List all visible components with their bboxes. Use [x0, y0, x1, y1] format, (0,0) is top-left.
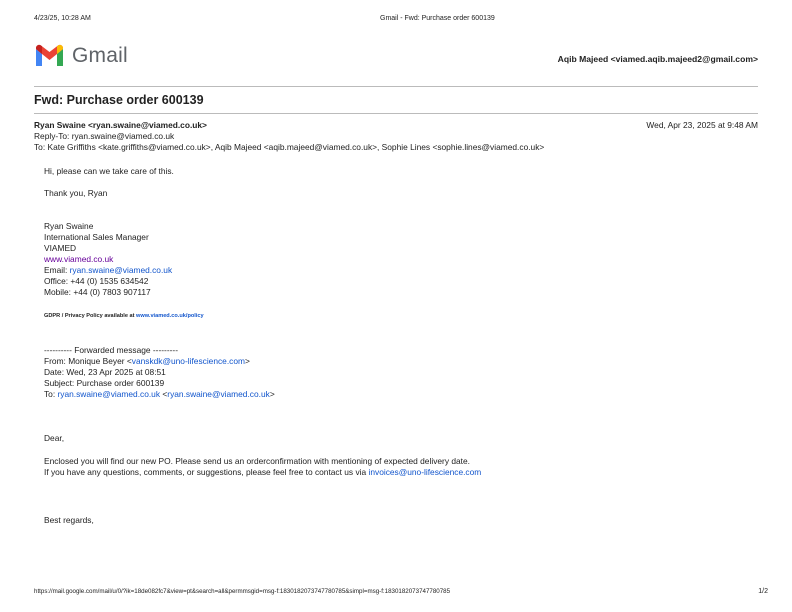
email-subject: Fwd: Purchase order 600139 — [34, 93, 204, 107]
gdpr-notice — [44, 313, 204, 319]
forwarded-paragraph-1: Enclosed you will find our new PO. Please send us an orderconfirmation with mentioning of expected delivery date. — [44, 456, 470, 466]
gmail-wordmark: Gmail — [72, 44, 128, 67]
message-recipients: To: Kate Griffiths <kate.griffiths@viamed.co.uk>, Aqib Majeed <aqib.majeed@viamed.co.uk>, Sophie Lines <sophie.lines@viamed.co.uk> — [34, 142, 545, 152]
forwarded-subject: Subject: Purchase order 600139 — [44, 378, 165, 388]
gmail-logo-icon — [34, 44, 65, 68]
message-reply-to — [34, 131, 174, 142]
reply-to-label: Reply-To: — [34, 131, 70, 141]
signature-email — [44, 265, 172, 276]
print-datetime: 4/23/25, 10:28 AM — [34, 15, 91, 22]
signature-mobile: Mobile: +44 (0) 7803 907117 — [44, 287, 151, 297]
signature-company: VIAMED — [44, 243, 77, 253]
header-divider — [34, 86, 758, 87]
forwarded-to-label: To: — [44, 389, 56, 399]
forwarded-to-email-link-2[interactable]: ryan.swaine@viamed.co.uk — [167, 389, 270, 399]
signature-title: International Sales Manager — [44, 232, 149, 242]
print-title: Gmail - Fwd: Purchase order 600139 — [380, 15, 495, 22]
reply-to-value: ryan.swaine@viamed.co.uk — [71, 131, 175, 141]
gdpr-text: GDPR / Privacy Policy available at — [44, 313, 135, 319]
forwarded-from-label: From: Monique Beyer < — [44, 356, 132, 366]
gdpr-link[interactable]: www.viamed.co.uk/policy — [136, 313, 204, 319]
forwarded-header: ---------- Forwarded message --------- — [44, 345, 178, 355]
body-line-1: Hi, please can we take care of this. — [44, 166, 174, 176]
message-date: Wed, Apr 23, 2025 at 9:48 AM — [646, 120, 758, 130]
forwarded-to-email-link[interactable]: ryan.swaine@viamed.co.uk — [57, 389, 161, 399]
invoices-email-link[interactable]: invoices@uno-lifescience.com — [368, 467, 482, 477]
signature-email-label: Email: — [44, 265, 68, 275]
forwarded-to — [44, 389, 275, 400]
signature-office: Office: +44 (0) 1535 634542 — [44, 276, 149, 286]
forwarded-from-end: > — [245, 356, 250, 366]
forwarded-from — [44, 356, 250, 367]
print-page-number: 1/2 — [758, 588, 768, 595]
forwarded-to-mid: < — [162, 389, 168, 399]
forwarded-paragraph-2 — [44, 467, 481, 478]
message-from: Ryan Swaine <ryan.swaine@viamed.co.uk> — [34, 120, 207, 130]
signature-name: Ryan Swaine — [44, 221, 94, 231]
forwarded-to-end: > — [269, 389, 275, 399]
signature-website-link[interactable]: www.viamed.co.uk — [44, 254, 114, 264]
forwarded-greeting: Dear, — [44, 433, 65, 443]
forwarded-paragraph-2-text: If you have any questions, comments, or suggestions, please feel free to contact us via — [44, 467, 367, 477]
account-email: Aqib Majeed <viamed.aqib.majeed2@gmail.com> — [557, 54, 758, 64]
body-line-2: Thank you, Ryan — [44, 188, 108, 198]
subject-divider — [34, 113, 758, 114]
forwarded-from-email-link[interactable]: vanskdk@uno-lifescience.com — [131, 356, 245, 366]
forwarded-date: Date: Wed, 23 Apr 2025 at 08:51 — [44, 367, 166, 377]
signature-email-link[interactable]: ryan.swaine@viamed.co.uk — [69, 265, 173, 275]
print-footer-url: https://mail.google.com/mail/u/0/?ik=18de082fc7&view=pt&search=all&permmsgid=msg-f:1830182073747780785&simpl=msg-f:1830182073747780785 — [34, 588, 451, 595]
forwarded-closing: Best regards, — [44, 515, 94, 525]
